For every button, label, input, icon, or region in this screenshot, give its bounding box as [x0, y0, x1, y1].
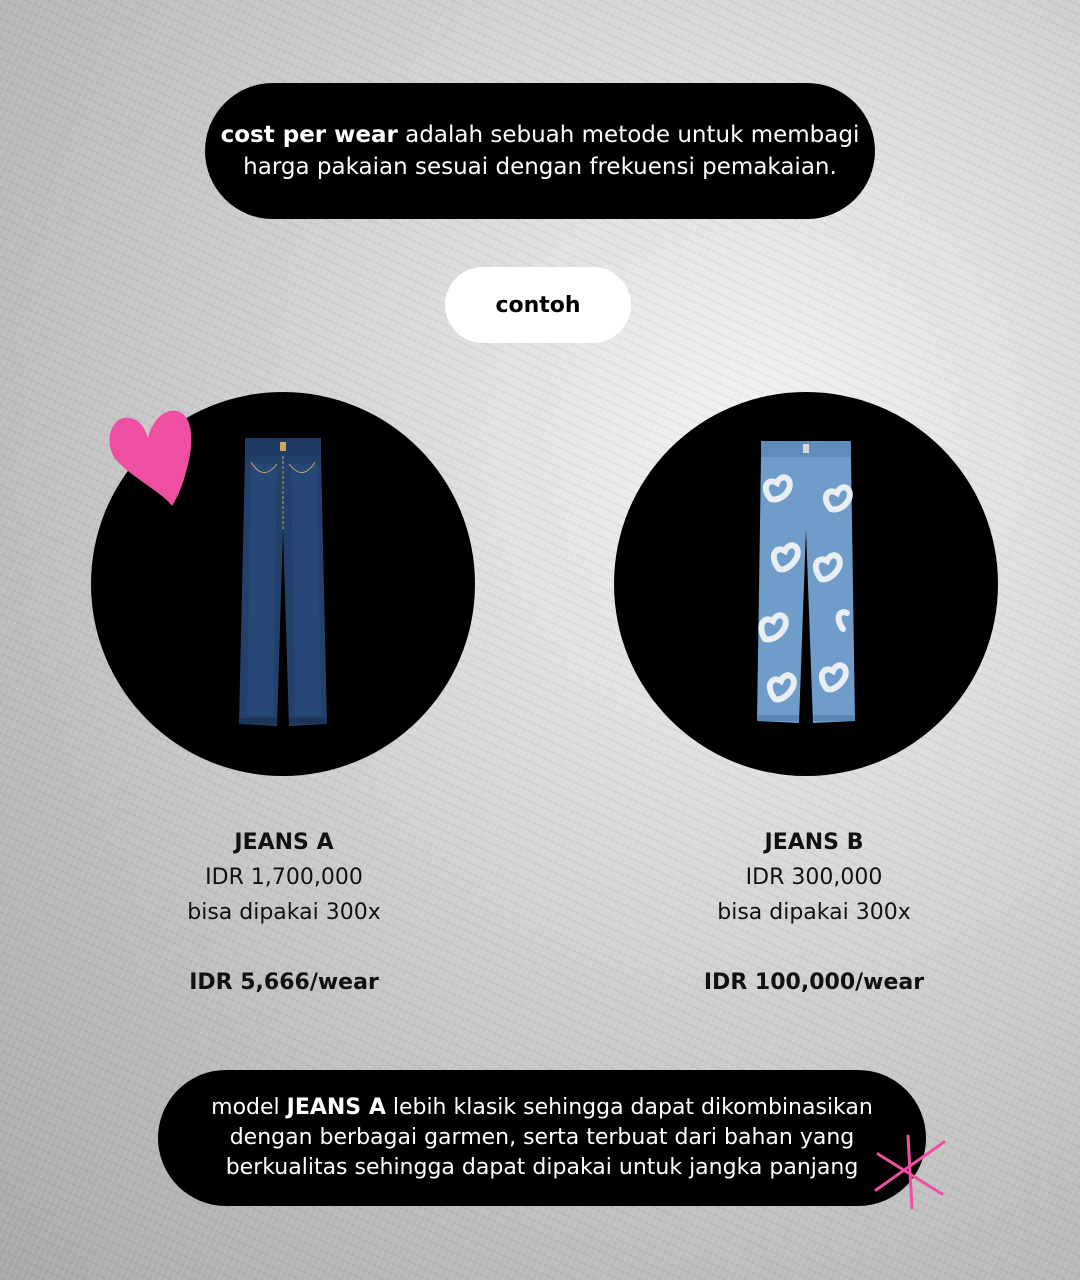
intro-text-1: adalah sebuah metode untuk membagi	[397, 122, 860, 148]
jeans-b-price: IDR 300,000	[745, 865, 883, 890]
jeans-b-cost-per-wear: IDR 100,000/wear	[703, 970, 925, 995]
conclusion-pill	[158, 1070, 926, 1206]
conclusion-line-1	[211, 1093, 873, 1123]
intro-line-2: harga pakaian sesuai dengan frekuensi pemakaian.	[243, 154, 837, 180]
jeans-b-info	[654, 825, 974, 1000]
example-label: contoh	[445, 267, 631, 343]
conclusion-highlight: JEANS A	[286, 1095, 386, 1120]
jeans-b-uses: bisa dipakai 300x	[717, 900, 911, 925]
conclusion-pre: model	[211, 1095, 287, 1120]
intro-term: cost per wear	[220, 122, 398, 148]
jeans-a-name: JEANS A	[234, 830, 334, 855]
conclusion-line-2: dengan berbagai garmen, serta terbuat dari bahan yang	[229, 1125, 855, 1150]
heart-icon	[106, 406, 192, 508]
jeans-b-image	[751, 439, 861, 729]
jeans-b-name: JEANS B	[764, 830, 864, 855]
intro-line-1	[221, 119, 860, 151]
conclusion-post: lebih klasik sehingga dapat dikombinasikan	[385, 1095, 873, 1120]
intro-pill	[205, 83, 875, 219]
jeans-b-circle	[614, 392, 998, 776]
jeans-a-cost-per-wear: IDR 5,666/wear	[189, 970, 379, 995]
conclusion-line-3: berkualitas sehingga dapat dipakai untuk jangka panjang	[225, 1155, 859, 1180]
jeans-a-price: IDR 1,700,000	[205, 865, 363, 890]
jeans-a-image	[233, 434, 333, 734]
sparkle-icon	[872, 1132, 948, 1212]
jeans-a-info	[124, 825, 444, 1000]
jeans-a-uses: bisa dipakai 300x	[187, 900, 381, 925]
